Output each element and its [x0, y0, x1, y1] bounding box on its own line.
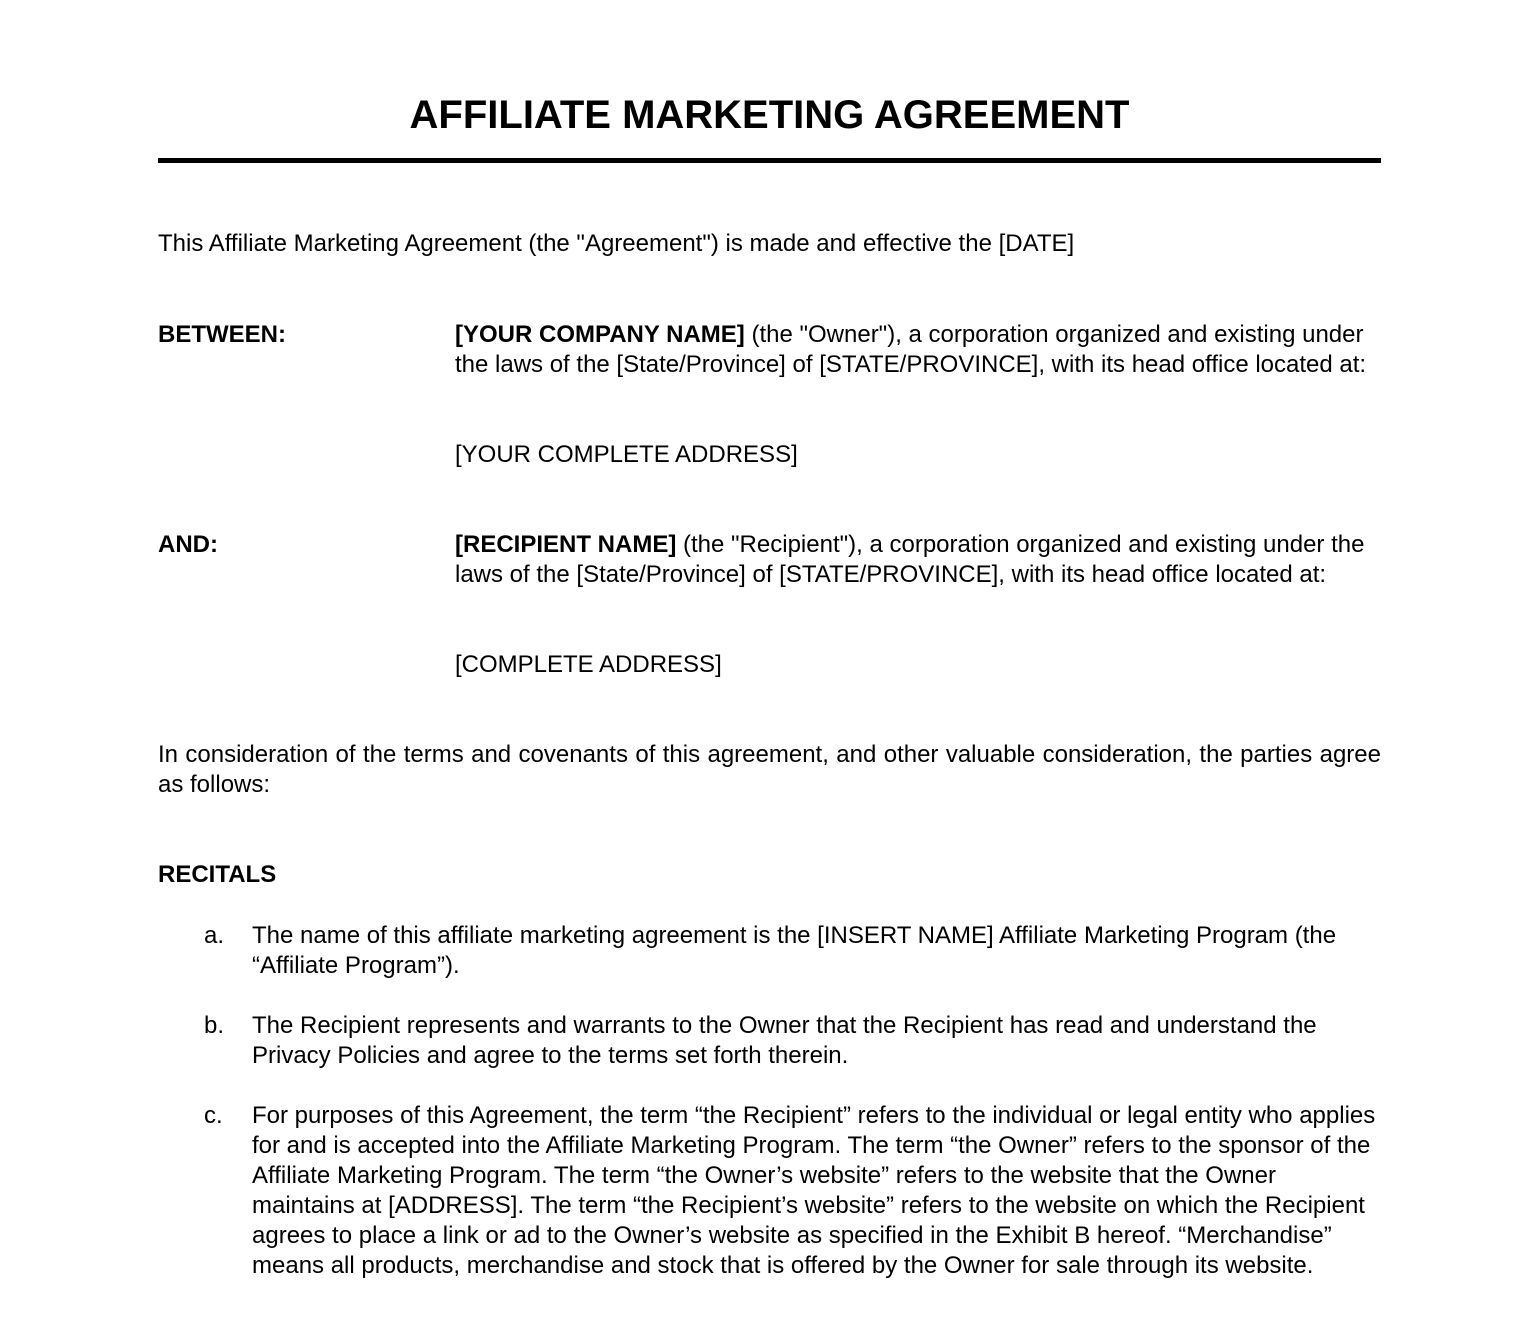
recital-marker: b. [204, 1012, 225, 1039]
recital-marker: a. [204, 922, 225, 949]
title-divider [158, 158, 1381, 163]
recital-text: The Recipient represents and warrants to the Owner that the Recipient has read and understand the Privacy Policies and agree to the terms set forth therein. [252, 1012, 1317, 1069]
recipient-party-description [455, 530, 1381, 590]
recipient-description: (the "Recipient"), a corporation organized and existing under the laws of the [State/Province] of [STATE/PROVINCE], with its head office located at: [455, 531, 1365, 588]
intro-paragraph: This Affiliate Marketing Agreement (the "Agreement") is made and effective the [DATE] [158, 230, 1075, 257]
recital-text: The name of this affiliate marketing agreement is the [INSERT NAME] Affiliate Marketing Program (the “Affiliate Program”). [252, 922, 1337, 979]
recipient-name: [RECIPIENT NAME] [455, 531, 677, 558]
consideration-paragraph: In consideration of the terms and covenants of this agreement, and other valuable consideration, the parties agree as follows: [158, 741, 1381, 798]
owner-name: [YOUR COMPANY NAME] [455, 321, 745, 348]
and-label: AND: [158, 531, 218, 558]
owner-address: [YOUR COMPLETE ADDRESS] [455, 441, 798, 468]
between-label: BETWEEN: [158, 321, 286, 348]
recitals-heading: RECITALS [158, 861, 277, 888]
owner-description: (the "Owner"), a corporation organized and existing under the laws of the [State/Province] of [STATE/PROVINCE], with its head office located at: [455, 321, 1367, 378]
recital-marker: c. [204, 1102, 223, 1129]
owner-party-description [455, 320, 1381, 380]
document-title: AFFILIATE MARKETING AGREEMENT [409, 93, 1130, 137]
recipient-address: [COMPLETE ADDRESS] [455, 651, 722, 678]
recital-text: For purposes of this Agreement, the term “the Recipient” refers to the individual or legal entity who applies for and is accepted into the Affiliate Marketing Program. The term “the Owner” refers to the sponsor of the Affiliate Marketing Program. The term “the Owner’s website” refers to the website that the Owner maintains at [ADDRESS]. The term “the Recipient’s website” refers to the website on which the Recipient agrees to place a link or ad to the Owner’s website as specified in the Exhibit B hereof. “Merchandise” means all products, merchandise and stock that is offered by the Owner for sale through its website. [252, 1102, 1376, 1279]
